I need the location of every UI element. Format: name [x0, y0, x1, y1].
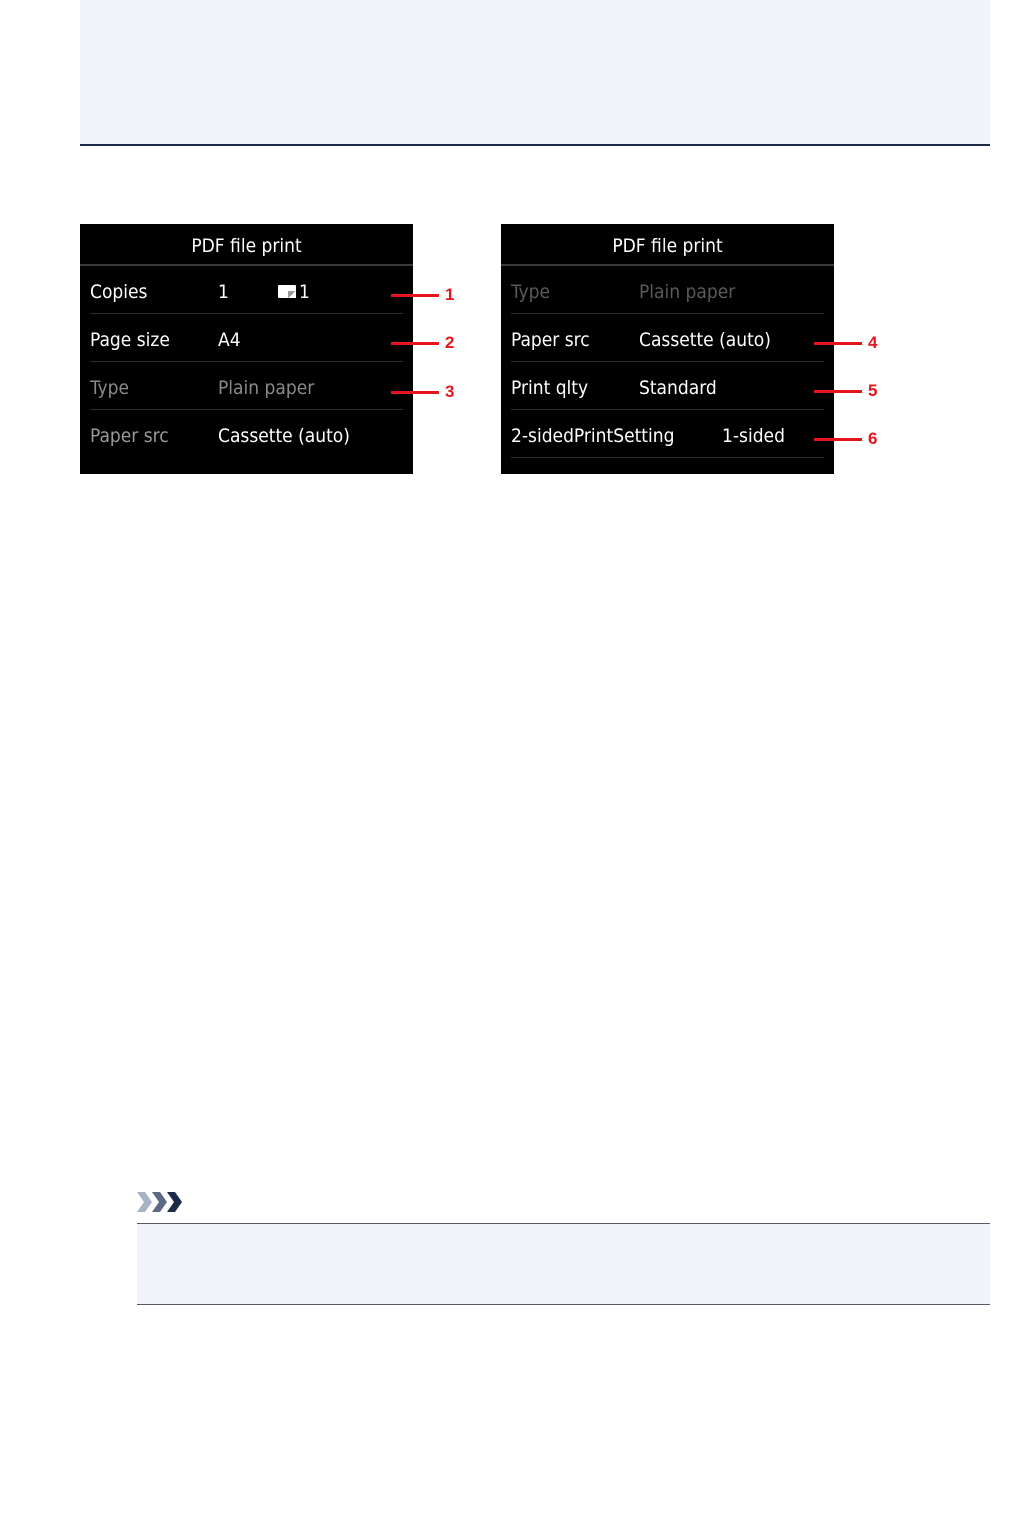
pdf-print-screen-page-2	[501, 224, 834, 474]
callout-number: 6	[868, 429, 878, 448]
callout-1	[391, 285, 461, 305]
note-box	[137, 1223, 990, 1305]
setting-value: Standard	[639, 377, 717, 399]
setting-label: Paper src	[90, 425, 169, 447]
setting-label: 2-sidedPrintSetting	[511, 425, 675, 447]
setting-row-paper-src[interactable]	[511, 314, 824, 362]
screen-title: PDF file print	[501, 224, 834, 266]
setting-label: Type	[90, 377, 129, 399]
screen-title: PDF file print	[80, 224, 413, 266]
setting-value: Plain paper	[218, 377, 315, 399]
callout-4	[814, 333, 886, 353]
setting-row-print-qlty[interactable]	[511, 362, 824, 410]
callout-number: 4	[868, 333, 878, 352]
copies-count: 1	[299, 281, 310, 303]
setting-row-paper-src[interactable]	[90, 410, 403, 452]
setting-value: Plain paper	[639, 281, 736, 303]
callout-3	[391, 382, 461, 402]
setting-value: 1	[218, 281, 229, 303]
setting-label: Print qlty	[511, 377, 589, 399]
setting-row-copies[interactable]	[90, 266, 403, 314]
callout-5	[814, 381, 886, 401]
chevron-arrows-icon	[137, 1190, 185, 1214]
setting-value: Cassette (auto)	[218, 425, 350, 447]
callout-2	[391, 333, 461, 353]
callout-number: 2	[445, 333, 455, 352]
setting-row-page-size[interactable]	[90, 314, 403, 362]
pdf-print-screen-page-1	[80, 224, 413, 474]
callout-number: 5	[868, 381, 878, 400]
callout-6	[814, 429, 886, 449]
setting-value: A4	[218, 329, 241, 351]
callout-number: 1	[445, 285, 455, 304]
setting-label: Copies	[90, 281, 148, 303]
setting-label: Paper src	[511, 329, 590, 351]
setting-value: Cassette (auto)	[639, 329, 771, 351]
callout-number: 3	[445, 382, 455, 401]
setting-label: Type	[511, 281, 550, 303]
setting-row-2-sided[interactable]	[511, 410, 824, 458]
setting-label: Page size	[90, 329, 170, 351]
setting-row-type[interactable]	[511, 266, 824, 314]
top-info-box	[80, 0, 990, 146]
setting-value: 1-sided	[722, 425, 785, 447]
setting-row-type[interactable]	[90, 362, 403, 410]
